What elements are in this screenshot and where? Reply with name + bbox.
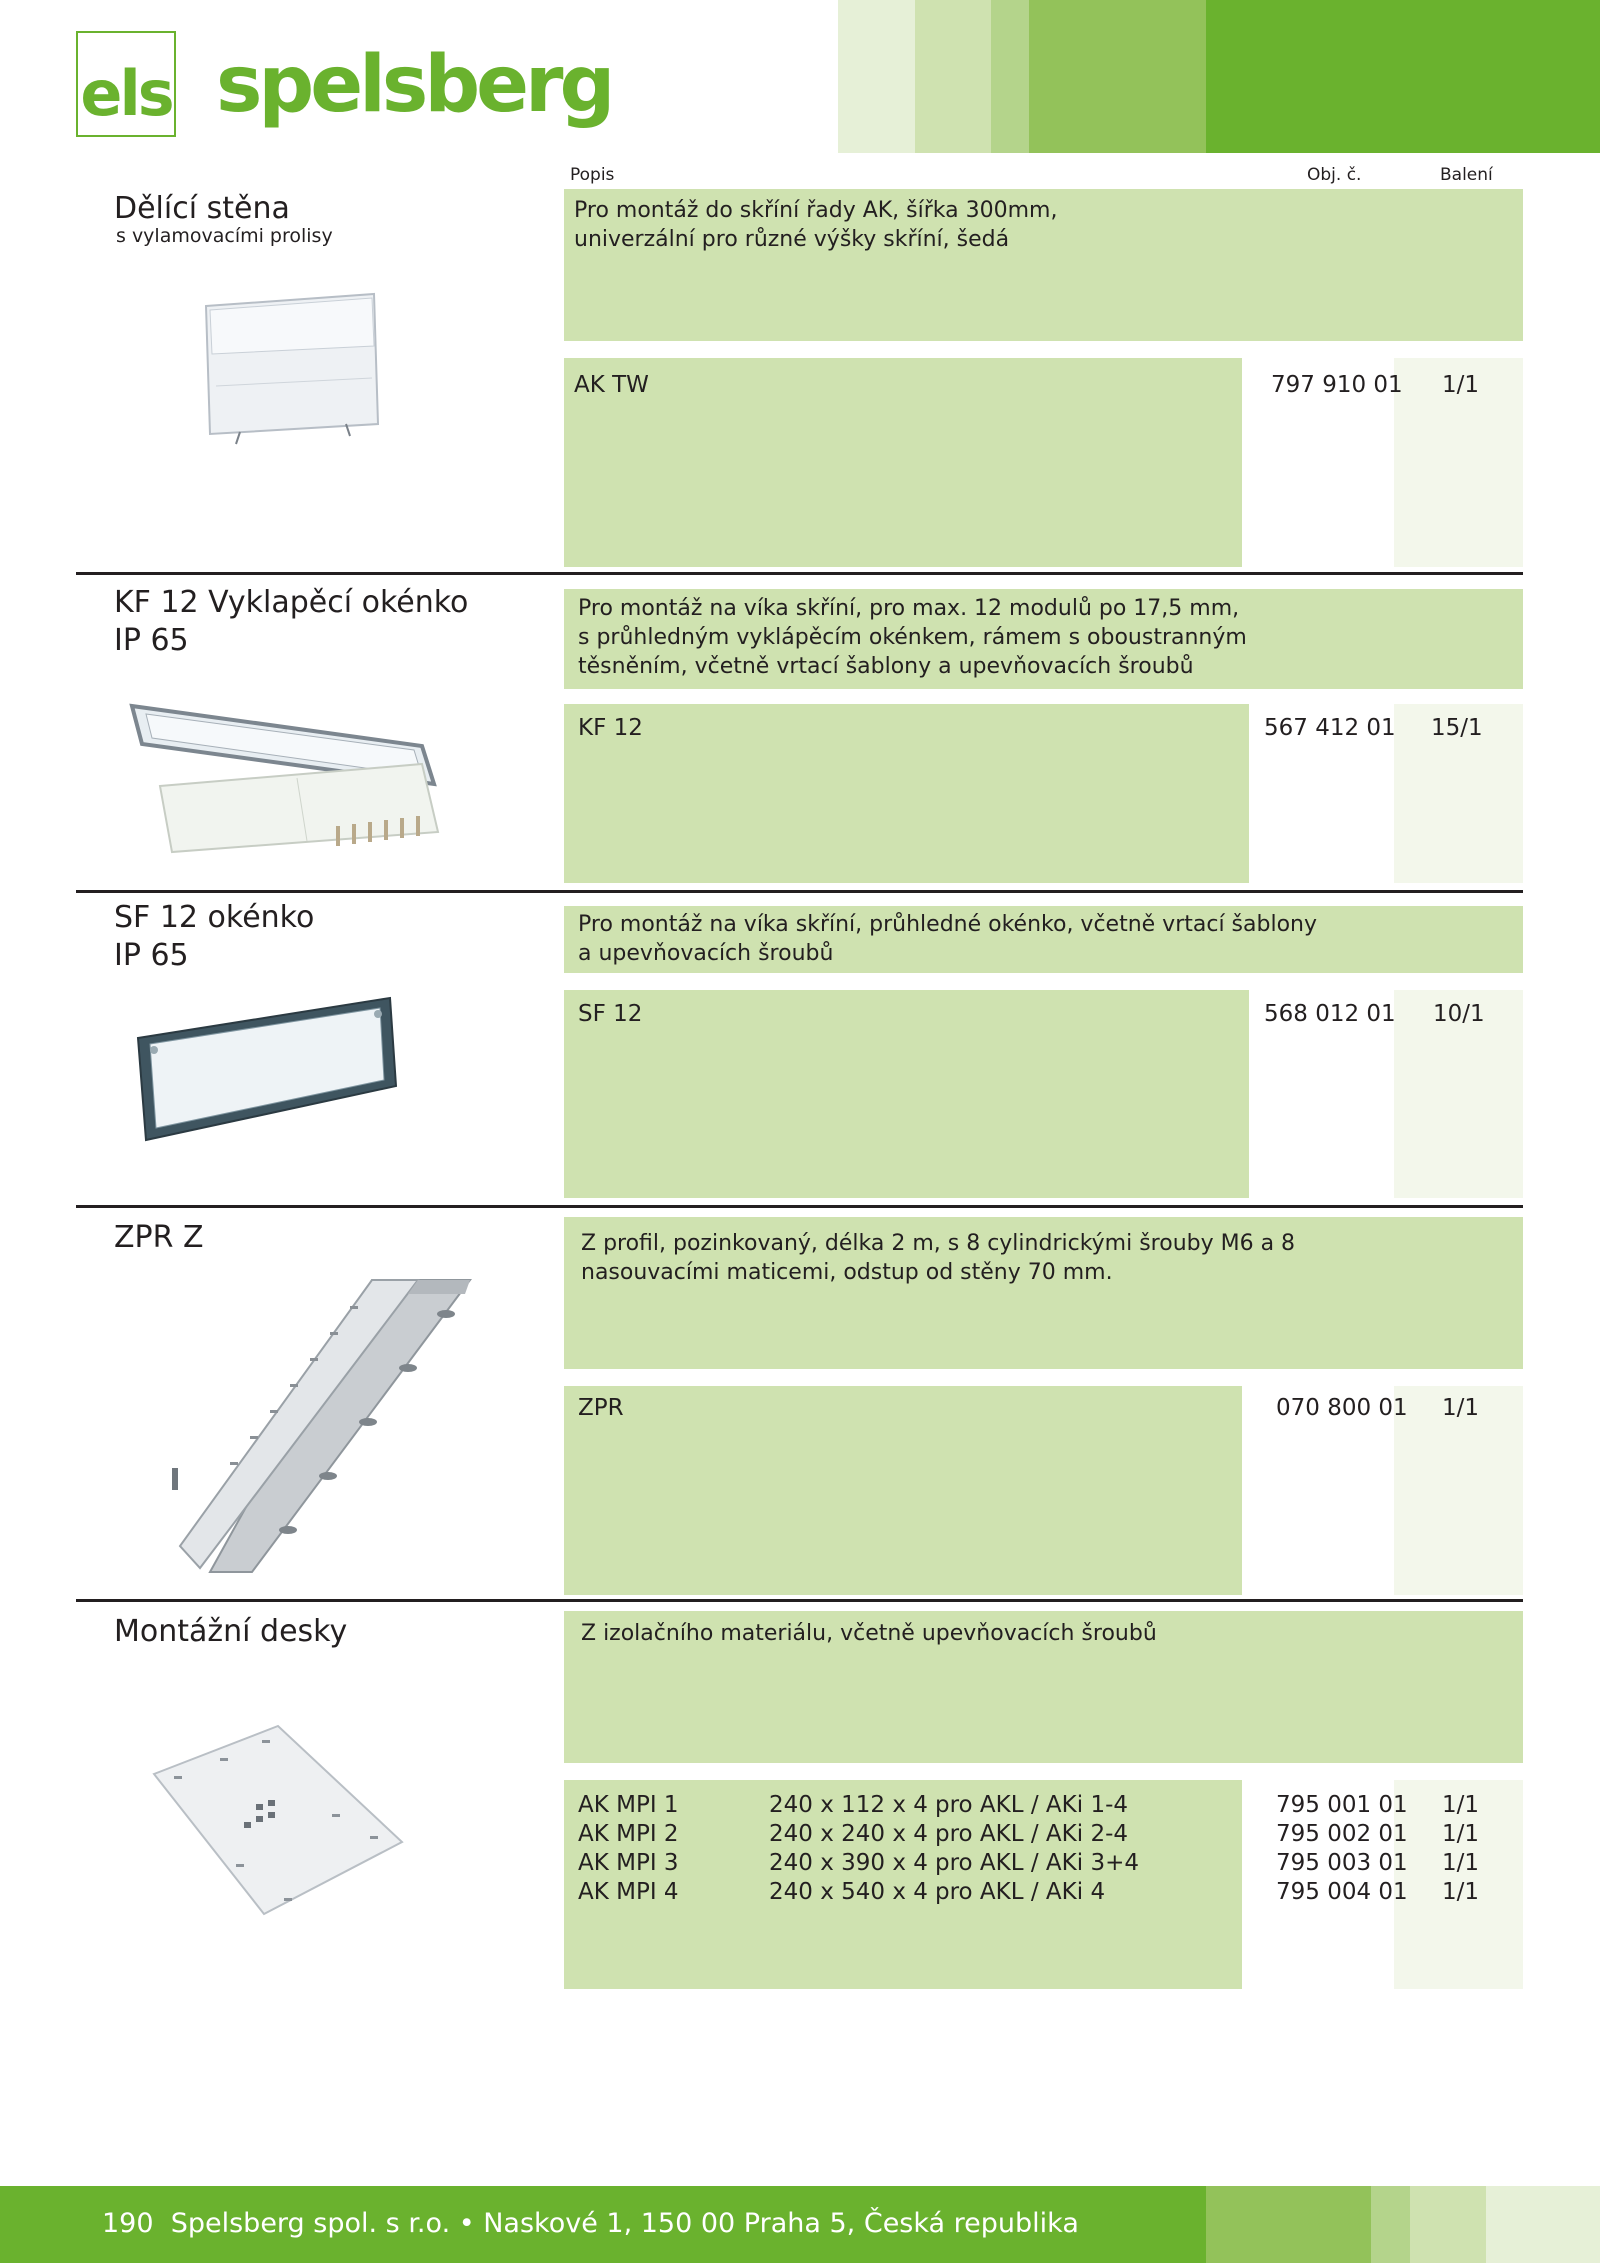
packing: 1/1 — [1442, 372, 1480, 398]
product-code: AK TW — [574, 372, 649, 398]
packing: 1/1 — [1442, 1879, 1480, 1905]
header-strip-2 — [915, 0, 991, 153]
packing: 1/1 — [1442, 1821, 1480, 1847]
packing: 1/1 — [1442, 1850, 1480, 1876]
order-number: 797 910 01 — [1271, 372, 1403, 398]
product-title: SF 12 okénko — [114, 900, 315, 935]
description-line: s průhledným vyklápěcím okénkem, rámem s oboustranným — [578, 625, 1247, 650]
order-number: 568 012 01 — [1264, 1001, 1396, 1027]
product-code: AK MPI 3 — [578, 1850, 679, 1876]
footer-strip-5 — [1486, 2186, 1600, 2263]
z-profile-image — [150, 1276, 480, 1576]
dimensions: 240 x 112 x 4 — [769, 1792, 928, 1818]
footer-text — [102, 2207, 1079, 2241]
col-header-order: Obj. č. — [1307, 165, 1362, 185]
order-number: 795 002 01 — [1276, 1821, 1408, 1847]
order-number: 070 800 01 — [1276, 1395, 1408, 1421]
dimensions: 240 x 390 x 4 — [769, 1850, 928, 1876]
order-number: 795 003 01 — [1276, 1850, 1408, 1876]
logo-els: els — [76, 31, 176, 137]
description-line: Z profil, pozinkovaný, délka 2 m, s 8 cylindrickými šrouby M6 a 8 — [581, 1231, 1296, 1256]
order-number: 795 001 01 — [1276, 1792, 1408, 1818]
code-box — [564, 704, 1249, 883]
logo-wordmark: spelsberg — [216, 40, 612, 130]
description-line: Pro montáž na víka skříní, průhledné okénko, včetně vrtací šablony — [578, 912, 1317, 937]
partition-wall-image — [196, 286, 396, 446]
packing: 15/1 — [1431, 715, 1483, 741]
description-line: univerzální pro různé výšky skříní, šedá — [574, 227, 1010, 252]
product-title: KF 12 Vyklapěcí okénko — [114, 585, 469, 620]
section-separator — [76, 1599, 1523, 1602]
dimensions: 240 x 240 x 4 — [769, 1821, 928, 1847]
header-strip-4 — [1029, 0, 1206, 153]
section-separator — [76, 572, 1523, 575]
header-strip-3 — [991, 0, 1029, 153]
packing: 1/1 — [1442, 1792, 1480, 1818]
description-line: Z izolačního materiálu, včetně upevňovacích šroubů — [581, 1621, 1157, 1646]
company-address: Spelsberg spol. s r.o. • Naskové 1, 150 00 Praha 5, Česká republika — [170, 2208, 1079, 2239]
section-separator — [76, 890, 1523, 893]
hinged-window-image — [122, 676, 452, 862]
header-strip-5 — [1206, 0, 1600, 153]
description-line: a upevňovacích šroubů — [578, 941, 834, 966]
mounting-plate-image — [144, 1718, 414, 1918]
product-title-line2: IP 65 — [114, 623, 189, 658]
order-number: 567 412 01 — [1264, 715, 1396, 741]
product-title: ZPR Z — [114, 1220, 204, 1255]
description-line: těsněním, včetně vrtací šablony a upevňovacích šroubů — [578, 654, 1194, 679]
col-header-packing: Balení — [1440, 165, 1493, 185]
product-title: Dělící stěna — [114, 191, 290, 226]
compatibility: pro AKL / AKi 2-4 — [935, 1821, 1129, 1847]
compatibility: pro AKL / AKi 3+4 — [935, 1850, 1139, 1876]
order-number: 795 004 01 — [1276, 1879, 1408, 1905]
description-line: Pro montáž do skříní řady AK, šířka 300mm, — [574, 198, 1058, 223]
product-code: AK MPI 4 — [578, 1879, 679, 1905]
description-line: Pro montáž na víka skříní, pro max. 12 modulů po 17,5 mm, — [578, 596, 1240, 621]
product-code: AK MPI 1 — [578, 1792, 679, 1818]
product-subtitle: s vylamovacími prolisy — [116, 225, 333, 247]
product-code: KF 12 — [578, 715, 643, 741]
col-header-description: Popis — [570, 165, 615, 185]
code-box — [564, 990, 1249, 1198]
description-line: nasouvacími maticemi, odstup od stěny 70 mm. — [581, 1260, 1113, 1285]
footer-strip-2 — [1206, 2186, 1371, 2263]
section-separator — [76, 1205, 1523, 1208]
code-box — [564, 358, 1242, 567]
code-box — [564, 1386, 1242, 1595]
window-image — [132, 990, 402, 1146]
dimensions: 240 x 540 x 4 — [769, 1879, 928, 1905]
product-title: Montážní desky — [114, 1614, 348, 1649]
product-code: ZPR — [578, 1395, 624, 1421]
compatibility: pro AKL / AKi 4 — [935, 1879, 1106, 1905]
footer-strip-4 — [1410, 2186, 1486, 2263]
header-strip-1 — [838, 0, 915, 153]
packing: 1/1 — [1442, 1395, 1480, 1421]
page-number: 190 — [102, 2208, 154, 2239]
product-code: AK MPI 2 — [578, 1821, 679, 1847]
product-title-line2: IP 65 — [114, 938, 189, 973]
footer-strip-3 — [1371, 2186, 1410, 2263]
product-code: SF 12 — [578, 1001, 643, 1027]
compatibility: pro AKL / AKi 1-4 — [935, 1792, 1129, 1818]
packing: 10/1 — [1433, 1001, 1485, 1027]
